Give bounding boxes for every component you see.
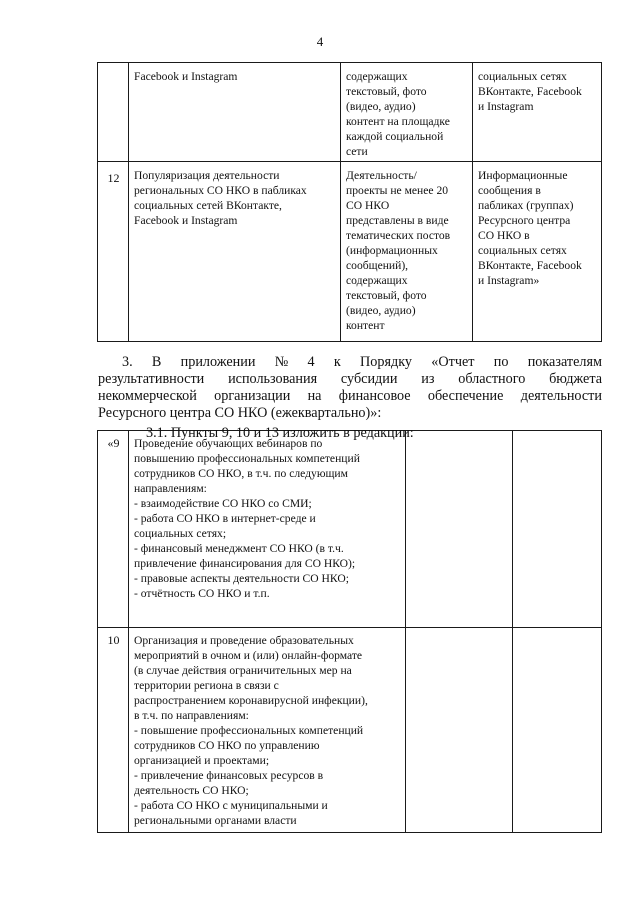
result-cell bbox=[473, 162, 602, 342]
row-number: «9 bbox=[98, 431, 129, 628]
text-line: Организация и проведение образовательных bbox=[134, 634, 354, 647]
text-line: (видео, аудио) bbox=[346, 304, 416, 317]
text-line: контент bbox=[346, 319, 385, 332]
text-line: социальных сетей ВКонтакте, bbox=[134, 199, 282, 212]
text-line: сети bbox=[346, 145, 368, 158]
text-line: Ресурсного центра bbox=[478, 214, 571, 227]
word: «Отчет bbox=[431, 354, 475, 370]
row-number: 12 bbox=[98, 162, 129, 342]
word: из bbox=[421, 371, 435, 387]
word: организации bbox=[214, 388, 291, 404]
text-line: Деятельность/ bbox=[346, 169, 417, 182]
text-line: - правовые аспекты деятельности СО НКО; bbox=[134, 572, 349, 585]
text-line: - работа СО НКО в интернет-среде и bbox=[134, 512, 316, 525]
page-number: 4 bbox=[316, 34, 324, 49]
text-line: привлечение финансирования для СО НКО); bbox=[134, 557, 356, 570]
text-line: СО НКО bbox=[346, 199, 390, 212]
indicators-table-new bbox=[97, 430, 602, 833]
word: обеспечение bbox=[427, 388, 504, 404]
word: деятельности bbox=[520, 388, 602, 404]
text-line: (видео, аудио) bbox=[346, 100, 416, 113]
word: к bbox=[333, 354, 341, 370]
word: В bbox=[151, 354, 162, 370]
text-line: каждой социальной bbox=[346, 130, 444, 143]
text-line: Популяризация деятельности bbox=[134, 169, 280, 182]
text-line: сотрудников СО НКО, в т.ч. по следующим bbox=[134, 467, 348, 480]
activity-cell bbox=[129, 63, 341, 162]
text-line: территории региона в связи с bbox=[134, 679, 279, 692]
word: показателям bbox=[527, 354, 602, 370]
text-line: повышению профессиональных компетенций bbox=[134, 452, 360, 465]
row-number bbox=[98, 63, 129, 162]
text-line: деятельность СО НКО; bbox=[134, 784, 249, 797]
indicators-table-continued bbox=[97, 62, 602, 342]
empty-cell bbox=[406, 431, 513, 628]
empty-cell bbox=[513, 431, 602, 628]
activity-cell bbox=[129, 628, 406, 833]
text-line: - работа СО НКО с муниципальными и bbox=[134, 799, 328, 812]
paragraph-line bbox=[98, 388, 602, 405]
word: областного bbox=[458, 371, 526, 387]
text-line: распространением коронавирусной инфекции), bbox=[134, 694, 368, 707]
text-line: региональными органами власти bbox=[134, 814, 297, 827]
text-line: направлениям: bbox=[134, 482, 207, 495]
text-line: Facebook и Instagram bbox=[134, 70, 238, 83]
text-line: Проведение обучающих вебинаров по bbox=[134, 437, 323, 450]
word: результативности bbox=[98, 371, 205, 387]
text-line: ВКонтакте, Facebook bbox=[478, 85, 582, 98]
word: № bbox=[274, 354, 289, 370]
table-row bbox=[98, 431, 602, 628]
paragraph-line bbox=[98, 405, 602, 422]
text-line: текстовый, фото bbox=[346, 85, 427, 98]
text-line: социальных сетях bbox=[478, 244, 567, 257]
text-line: контент на площадке bbox=[346, 115, 450, 128]
row-number: 10 bbox=[98, 628, 129, 833]
text-line: - отчётность СО НКО и т.п. bbox=[134, 587, 270, 600]
text-line: - повышение профессиональных компетенций bbox=[134, 724, 364, 737]
text-line: социальных сетях; bbox=[134, 527, 227, 540]
text-line: Информационные bbox=[478, 169, 568, 182]
text-line: региональных СО НКО в пабликах bbox=[134, 184, 307, 197]
text-line: сообщений), bbox=[346, 259, 409, 272]
text-line: социальных сетях bbox=[478, 70, 567, 83]
word: бюджета bbox=[549, 371, 602, 387]
activity-cell bbox=[129, 162, 341, 342]
text-line: содержащих bbox=[346, 70, 408, 83]
empty-cell bbox=[406, 628, 513, 833]
word: субсидии bbox=[340, 371, 398, 387]
text-line: сотрудников СО НКО по управлению bbox=[134, 739, 320, 752]
text-line: и Instagram» bbox=[478, 274, 540, 287]
activity-cell bbox=[129, 431, 406, 628]
word: Ресурсного центра СО НКО (ежеквартально)»: bbox=[98, 405, 382, 421]
text-line: содержащих bbox=[346, 274, 408, 287]
indicator-cell bbox=[341, 63, 473, 162]
text-line: СО НКО в bbox=[478, 229, 530, 242]
paragraph-3 bbox=[98, 354, 602, 422]
text-line: и Instagram bbox=[478, 100, 534, 113]
word: по bbox=[493, 354, 509, 370]
text-line: текстовый, фото bbox=[346, 289, 427, 302]
table-row bbox=[98, 162, 602, 342]
paragraph-line bbox=[122, 354, 602, 371]
word: использования bbox=[228, 371, 318, 387]
table-row bbox=[98, 63, 602, 162]
word: приложении bbox=[180, 354, 256, 370]
text-line: - финансовый менеджмент СО НКО (в т.ч. bbox=[134, 542, 344, 555]
word: Порядку bbox=[360, 354, 413, 370]
word: 4 bbox=[307, 354, 315, 370]
word: некоммерческой bbox=[98, 388, 197, 404]
text-line: тематических постов bbox=[346, 229, 451, 242]
text-line: ВКонтакте, Facebook bbox=[478, 259, 582, 272]
paragraph-line bbox=[98, 371, 602, 388]
table-row bbox=[98, 628, 602, 833]
text-line: организацией и проектами; bbox=[134, 754, 270, 767]
result-cell bbox=[473, 63, 602, 162]
word: финансовое bbox=[338, 388, 411, 404]
text-line: (информационных bbox=[346, 244, 438, 257]
paragraph-3-1: 3.1. Пункты 9, 10 и 13 изложить в редакции: bbox=[146, 425, 414, 441]
text-line: мероприятий в очном и (или) онлайн-формате bbox=[134, 649, 363, 662]
text-line: представлены в виде bbox=[346, 214, 449, 227]
word: 3. bbox=[122, 354, 133, 370]
text-line: (в случае действия ограничительных мер на bbox=[134, 664, 352, 677]
text-line: проекты не менее 20 bbox=[346, 184, 449, 197]
indicator-cell bbox=[341, 162, 473, 342]
empty-cell bbox=[513, 628, 602, 833]
text-line: сообщения в bbox=[478, 184, 541, 197]
text-line: Facebook и Instagram bbox=[134, 214, 238, 227]
text-line: в т.ч. по направлениям: bbox=[134, 709, 249, 722]
text-line: - взаимодействие СО НКО со СМИ; bbox=[134, 497, 312, 510]
text-line: пабликах (группах) bbox=[478, 199, 574, 212]
word: на bbox=[307, 388, 322, 404]
text-line: - привлечение финансовых ресурсов в bbox=[134, 769, 324, 782]
